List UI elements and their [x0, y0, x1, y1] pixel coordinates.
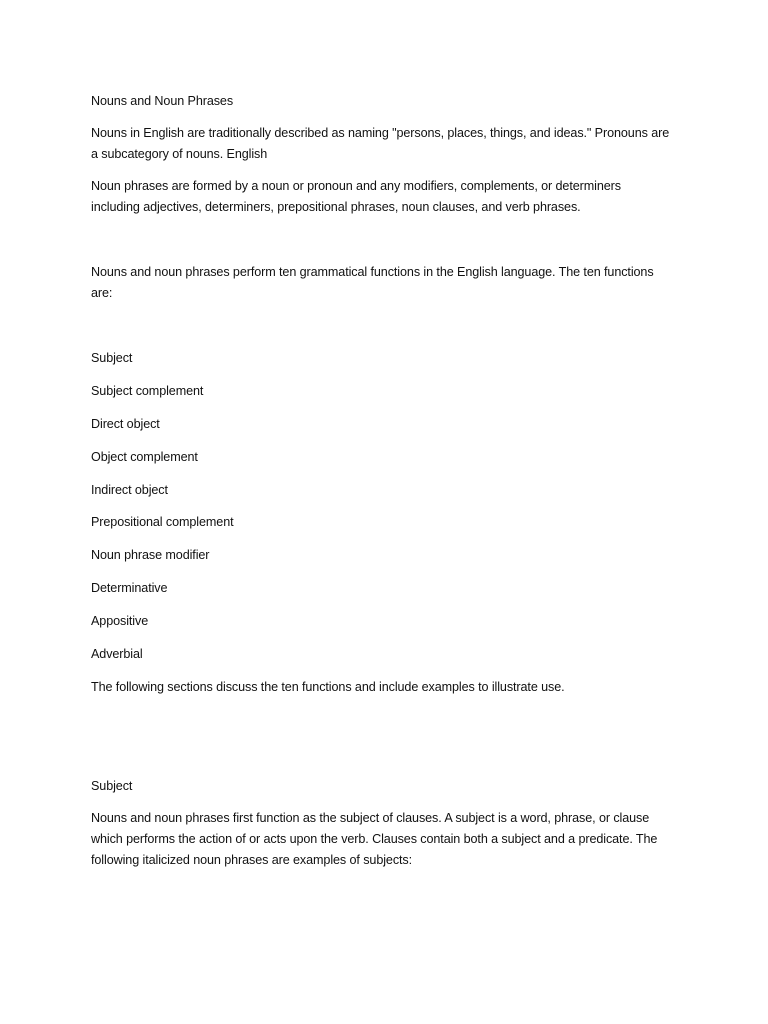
section-heading-subject: Subject: [91, 779, 133, 793]
function-list-item: Noun phrase modifier: [91, 548, 210, 562]
function-list-item: Object complement: [91, 450, 198, 464]
function-list-item: Subject: [91, 351, 133, 365]
function-list-item: Direct object: [91, 417, 160, 431]
function-list-item: Appositive: [91, 614, 149, 628]
intro-paragraph-line-1: Nouns in English are traditionally described as naming "persons, places, things, and ideas." Pronouns are: [91, 126, 670, 140]
noun-phrase-paragraph-line-2: including adjectives, determiners, prepositional phrases, noun clauses, and verb phrases.: [91, 200, 581, 214]
subject-paragraph-line-2: which performs the action of or acts upon the verb. Clauses contain both a subject and a predicate. The: [91, 832, 658, 846]
subject-paragraph-line-1: Nouns and noun phrases first function as the subject of clauses. A subject is a word, phrase, or clause: [91, 811, 650, 825]
function-list-item: Indirect object: [91, 483, 168, 497]
function-list-item: Subject complement: [91, 384, 204, 398]
noun-phrase-paragraph-line-1: Noun phrases are formed by a noun or pronoun and any modifiers, complements, or determiners: [91, 179, 621, 193]
intro-paragraph-line-2: a subcategory of nouns. English: [91, 147, 268, 161]
functions-paragraph-line-2: are:: [91, 286, 113, 300]
sections-intro: The following sections discuss the ten functions and include examples to illustrate use.: [91, 680, 565, 694]
function-list-item: Determinative: [91, 581, 168, 595]
function-list-item: Adverbial: [91, 647, 143, 661]
function-list-item: Prepositional complement: [91, 515, 234, 529]
functions-paragraph-line-1: Nouns and noun phrases perform ten grammatical functions in the English language. The ten functions: [91, 265, 654, 279]
subject-paragraph-line-3: following italicized noun phrases are examples of subjects:: [91, 853, 413, 867]
document-title: Nouns and Noun Phrases: [91, 94, 234, 108]
